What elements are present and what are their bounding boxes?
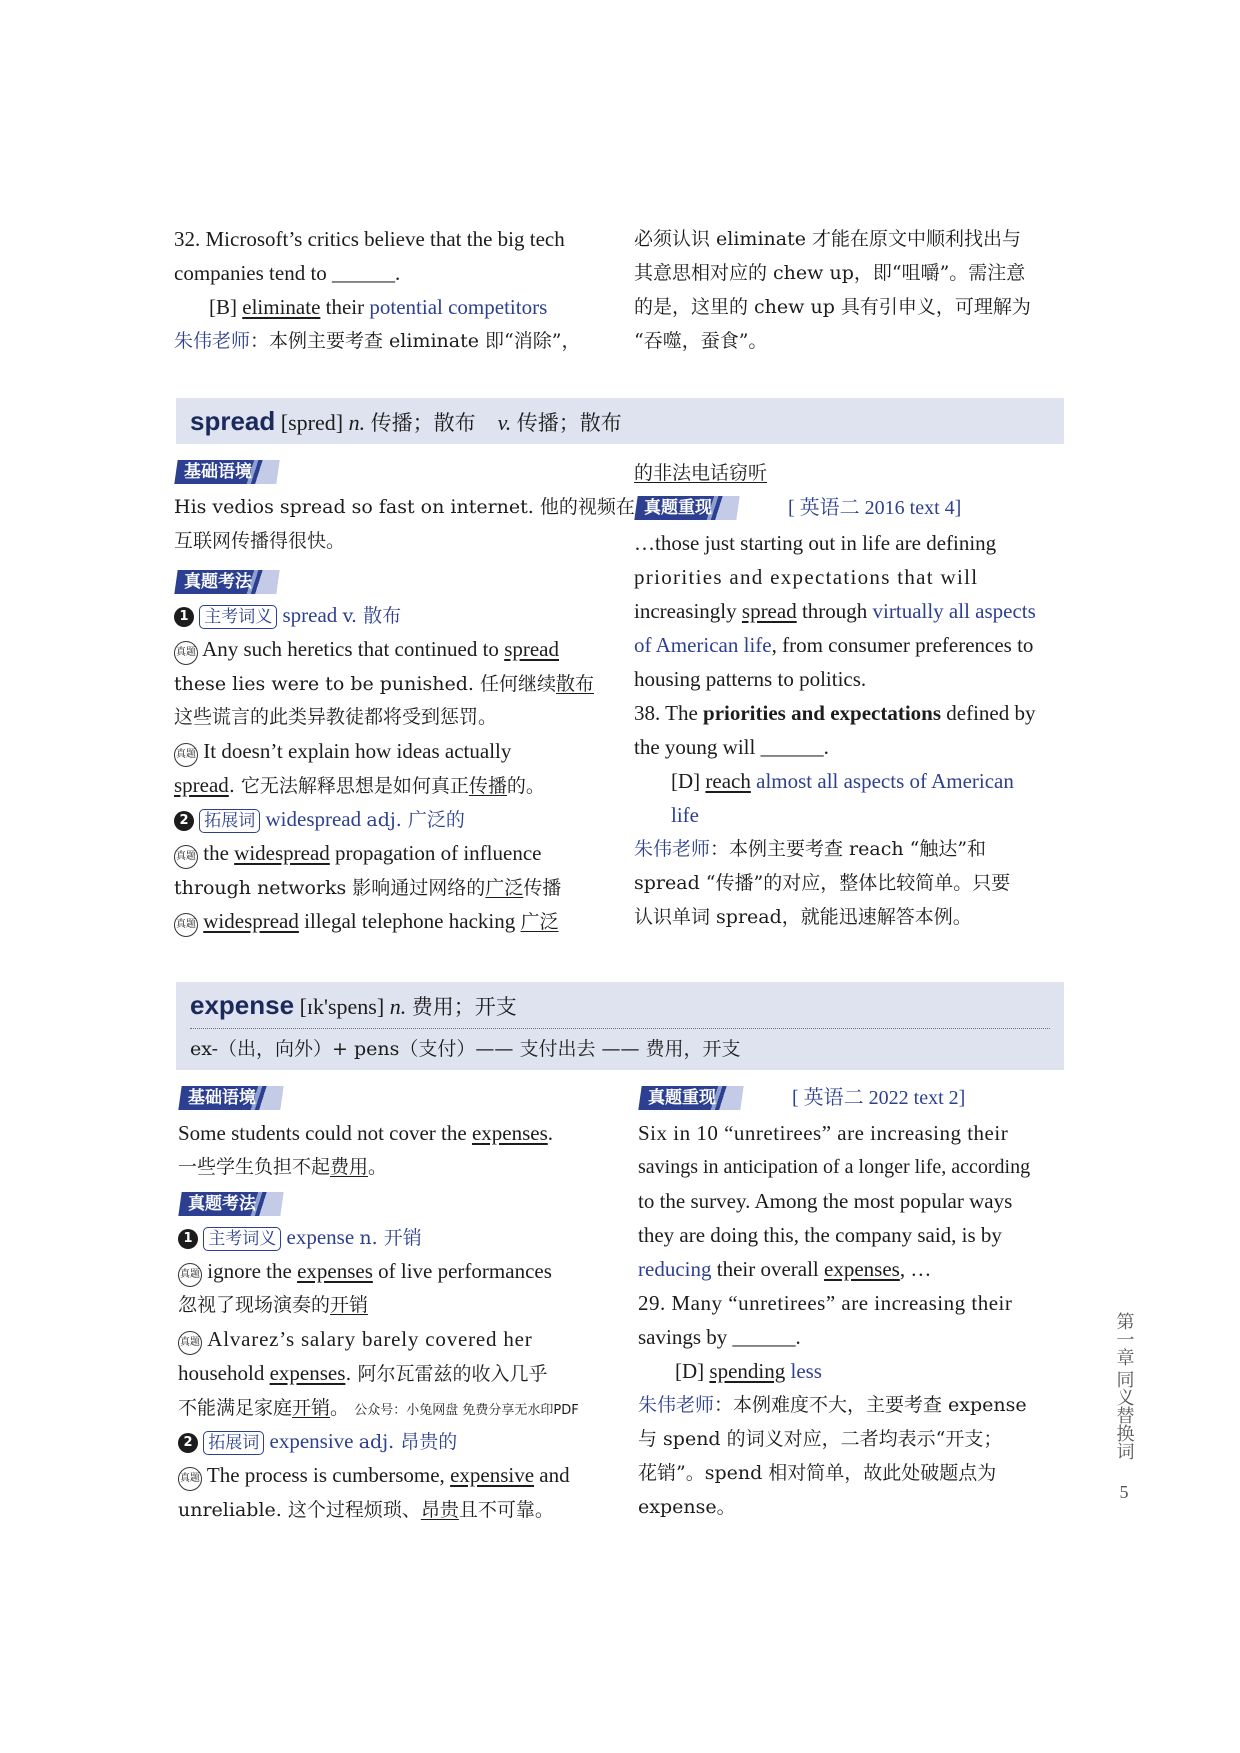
example-4-cont: 的非法电话窃听 xyxy=(634,462,768,484)
example-3: 真题 The process is cumbersome, expensive and xyxy=(178,1458,570,1492)
passage-4: they are doing this, the company said, is by xyxy=(638,1223,1002,1247)
example-2: 真题 It doesn’t explain how ideas actually xyxy=(174,734,511,768)
answer-option: [B] eliminate their potential competitors xyxy=(209,295,548,319)
passage-5: housing patterns to politics. xyxy=(634,667,867,691)
badge-extended: 拓展词 xyxy=(199,809,260,833)
chapter-sidebar xyxy=(1112,1312,1136,1503)
entry-header-spread: spread [spred] n. 传播；散布 v. 传播；散布 xyxy=(176,398,1064,444)
example-2-trans: 不能满足家庭开销。 公众号：小兔网盘 免费分享无水印PDF xyxy=(178,1397,579,1419)
passage-1: …those just starting out in life are defining xyxy=(634,531,997,555)
question-text-2: companies tend to ______. xyxy=(174,261,401,285)
question-29-cont: savings by ______. xyxy=(638,1325,801,1349)
chapter-title: 同义替换词 xyxy=(1113,1370,1135,1460)
basic-context-2: 一些学生负担不起费用。 xyxy=(178,1156,388,1178)
passage-3: to the survey. Among the most popular ways xyxy=(638,1189,1013,1213)
source-ref: [ 英语二 2016 text 4] xyxy=(788,497,962,519)
extended-word: 2 拓展词 expensive adj. 昂贵的 xyxy=(178,1424,457,1459)
example-1-trans: 忽视了现场演奏的开销 xyxy=(178,1294,369,1316)
example-1-cont: these lies were to be punished. 任何继续散布 xyxy=(174,673,594,695)
example-1: 真题 Any such heretics that continued to spread xyxy=(174,632,559,666)
passage-1: Six in 10 “unretirees” are increasing their xyxy=(638,1121,1009,1145)
example-1-trans: 这些谎言的此类异教徒都将受到惩罚。 xyxy=(174,706,498,728)
example-1: 真题 ignore the expenses of live performances xyxy=(178,1254,552,1288)
exam-circle-icon: 真题 xyxy=(178,1467,202,1491)
passage-2: priorities and expectations that will xyxy=(634,565,979,589)
answer-option-d-cont: life xyxy=(671,803,699,827)
teacher-note-2: spread “传播”的对应，整体比较简单。只要 xyxy=(634,872,1011,894)
badge-main-meaning: 主考词义 xyxy=(203,1227,281,1251)
phonetic: [spred] xyxy=(280,410,344,435)
example-4: 真题 widespread illegal telephone hacking 广泛 xyxy=(174,904,559,939)
example-3-cont: through networks 影响通过网络的广泛传播 xyxy=(174,877,562,899)
section-tag-exam: 真题考法 xyxy=(174,570,279,594)
entry-header-expense: expense [ɪk'spens] n. 费用；开支 ex-（出，向外）+ pens（支付）—— 支付出去 —— 费用，开支 xyxy=(176,982,1064,1070)
badge-extended: 拓展词 xyxy=(203,1431,264,1455)
answer-option-d: [D] spending less xyxy=(675,1359,822,1383)
exam-circle-icon: 真题 xyxy=(174,845,198,869)
teacher-note: 朱伟老师：本例主要考查 eliminate 即“消除”， xyxy=(174,330,581,352)
passage-4: of American life, from consumer preferences to xyxy=(634,633,1034,657)
example-3-cont: unreliable. 这个过程烦琐、昂贵且不可靠。 xyxy=(178,1499,554,1521)
teacher-note: 朱伟老师：本例主要考查 reach “触达”和 xyxy=(634,838,987,860)
question-29: 29. Many “unretirees” are increasing their xyxy=(638,1291,1013,1315)
number-circle-icon: 1 xyxy=(178,1229,198,1249)
question-38-cont: the young will ______. xyxy=(634,735,829,759)
section-tag-basic: 基础语境 xyxy=(178,1086,283,1110)
section-tag-real: 真题重现 xyxy=(634,496,739,520)
source-ref: [ 英语二 2022 text 2] xyxy=(792,1087,966,1109)
teacher-note-3: 认识单词 spread，就能迅速解答本例。 xyxy=(634,906,972,928)
phonetic: [ɪk'spens] xyxy=(299,994,385,1019)
teacher-note: 朱伟老师：本例难度不大，主要考查 expense xyxy=(638,1394,1027,1416)
question-number: 32. xyxy=(174,227,201,251)
question-38: 38. The priorities and expectations defined by xyxy=(634,701,1036,725)
page-number: 5 xyxy=(1119,1482,1129,1502)
watermark-text: 公众号：小兔网盘 免费分享无水印PDF xyxy=(354,1403,579,1418)
teacher-note-3: 花销”。spend 相对简单，故此处破题点为 xyxy=(638,1462,997,1484)
section-tag-exam: 真题考法 xyxy=(178,1192,283,1216)
basic-context-1: His vedios spread so fast on internet. 他的视频在 xyxy=(174,496,635,518)
answer-option-d: [D] reach almost all aspects of American xyxy=(671,769,1014,793)
section-tag-basic: 基础语境 xyxy=(174,460,279,484)
teacher-note-2: 与 spend 的词义对应，二者均表示“开支； xyxy=(638,1428,1003,1450)
example-2: 真题 Alvarez’s salary barely covered her xyxy=(178,1322,533,1356)
headword: spread xyxy=(190,406,276,436)
teacher-note-cont-4: “吞噬，蚕食”。 xyxy=(634,330,768,352)
number-circle-icon: 2 xyxy=(174,811,194,831)
example-2-cont: spread. 它无法解释思想是如何真正传播的。 xyxy=(174,773,545,797)
exam-circle-icon: 真题 xyxy=(174,913,198,937)
teacher-note-4: expense。 xyxy=(638,1496,736,1518)
basic-context-1: Some students could not cover the expenses. xyxy=(178,1121,554,1145)
teacher-note-cont-1: 必须认识 eliminate 才能在原文中顺利找出与 xyxy=(634,228,1022,250)
headword: expense xyxy=(190,990,295,1020)
passage-5: reducing their overall expenses, … xyxy=(638,1257,932,1281)
example-3: 真题 the widespread propagation of influence xyxy=(174,836,541,870)
main-meaning: 1 主考词义 expense n. 开销 xyxy=(178,1220,422,1255)
number-circle-icon: 2 xyxy=(178,1433,198,1453)
teacher-note-cont-3: 的是，这里的 chew up 具有引申义，可理解为 xyxy=(634,296,1031,318)
passage-2: savings in anticipation of a longer life, according xyxy=(638,1156,1031,1178)
divider xyxy=(190,1028,1050,1029)
teacher-note-cont-2: 其意思相对应的 chew up，即“咀嚼”。需注意 xyxy=(634,262,1026,284)
main-meaning: 1 主考词义 spread v. 散布 xyxy=(174,598,401,633)
chapter-label: 第一章 xyxy=(1113,1312,1135,1366)
exam-circle-icon: 真题 xyxy=(178,1263,202,1287)
etymology: ex-（出，向外）+ pens（支付）—— 支付出去 —— 费用，开支 xyxy=(190,1038,741,1060)
exam-circle-icon: 真题 xyxy=(178,1331,202,1355)
extended-word: 2 拓展词 widespread adj. 广泛的 xyxy=(174,802,465,837)
passage-3: increasingly spread through virtually all aspects xyxy=(634,599,1036,623)
question-text: Microsoft’s critics believe that the big tech xyxy=(205,227,565,251)
exam-circle-icon: 真题 xyxy=(174,743,198,767)
exam-circle-icon: 真题 xyxy=(174,641,198,665)
example-2-cont: household expenses. 阿尔瓦雷兹的收入几乎 xyxy=(178,1361,548,1385)
badge-main-meaning: 主考词义 xyxy=(199,605,277,629)
number-circle-icon: 1 xyxy=(174,607,194,627)
basic-context-2: 互联网传播得很快。 xyxy=(174,530,346,552)
section-tag-real: 真题重现 xyxy=(638,1086,743,1110)
